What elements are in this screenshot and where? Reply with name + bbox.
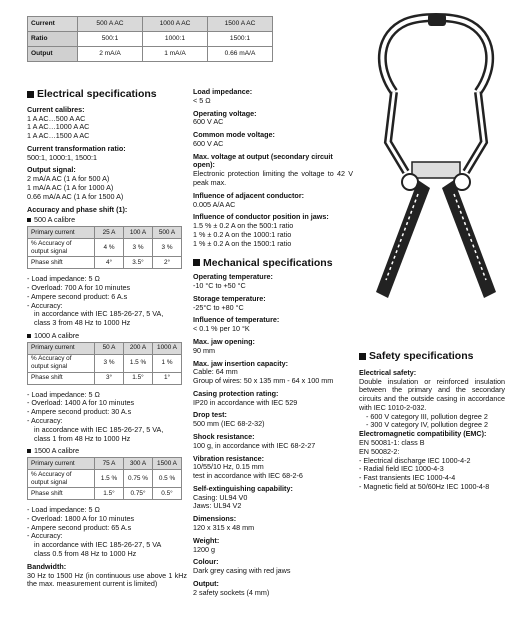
table-cell: 1° [153, 372, 182, 384]
field-label: Operating temperature: [193, 272, 273, 282]
field-label: Storage temperature: [193, 293, 266, 303]
field-value: - Radial field IEC 1000-4-3 [359, 464, 444, 474]
field-value: 100 g, in accordance with IEC 68-2-27 [193, 440, 316, 450]
field-label: Current transformation ratio: [27, 143, 126, 153]
row-label: Current [28, 17, 78, 32]
field-label: Vibration resistance: [193, 453, 264, 463]
calibre-notes: - Load impedance: 5 Ω - Overload: 700 A for 10 minutes - Ampere second product: 6 A.s - Accuracy: in accordance with IEC 185-26-27, 5 VA, class 3 from 48 Hz to 1000 Hz [27, 274, 164, 328]
table-cell: 1 mA/A [143, 47, 208, 62]
field-value: 1200 g [193, 544, 215, 554]
mechanical-item [193, 411, 353, 429]
spec-summary-table [27, 16, 273, 62]
field-value: Casing: UL94 V0 [193, 492, 248, 502]
field-value: 120 x 315 x 48 mm [193, 523, 255, 533]
calibre-500-table [27, 226, 182, 269]
mechanical-item [193, 433, 353, 451]
bullet-square-icon [359, 353, 366, 360]
table-header: Primary current [28, 227, 95, 239]
field-value: - 300 V category IV, pollution degree 2 [366, 420, 489, 430]
table-header: 1500 A [153, 458, 182, 470]
table-header: Primary current [28, 458, 95, 470]
field-label: Influence of temperature: [193, 315, 280, 325]
field-value: EN 50081-1: class B [359, 438, 425, 448]
field-label: Self-extinguishing capability: [193, 483, 293, 493]
field-value: Double insulation or reinforced insulation between the primary and the secondary circuits and the outside casing in accordance with IEC 1010-2-032. [359, 376, 505, 412]
table-header: 75 A [95, 458, 124, 470]
field-value: Dark grey casing with red jaws [193, 566, 291, 576]
table-header: 1000 A [153, 342, 182, 354]
field-value: 1 A AC…500 A AC [27, 113, 86, 123]
table-cell: 500 A AC [78, 17, 143, 32]
table-cell: 1500 A AC [208, 17, 273, 32]
table-cell: 3° [95, 372, 124, 384]
bullet-square-icon [27, 449, 31, 453]
table-cell: 1.5 % [95, 470, 124, 488]
section-heading: Mechanical specifications [193, 257, 353, 270]
table-cell: 1.5° [124, 372, 153, 384]
field-label: Load impedance: [193, 87, 253, 96]
field-label: Current calibres: [27, 104, 85, 114]
field-value: 90 mm [193, 345, 215, 355]
table-header: 200 A [124, 342, 153, 354]
field-value: 2 mA/A AC (1 A for 500 A) [27, 174, 110, 184]
mechanical-item [193, 338, 353, 356]
field-value: Group of wires: 50 x 135 mm - 64 x 100 mm [193, 376, 334, 386]
table-cell: Phase shift [28, 257, 95, 269]
table-cell: 2° [153, 257, 182, 269]
mechanical-item [193, 537, 353, 555]
calibre-title: 1000 A calibre [34, 330, 80, 340]
table-cell: 0.66 mA/A [208, 47, 273, 62]
mechanical-item [193, 580, 353, 598]
field-value: < 0.1 % per 10 °K [193, 324, 250, 334]
mechanical-item [193, 273, 353, 291]
mechanical-item [193, 390, 353, 408]
calibre-1500-table [27, 457, 182, 500]
field-label: Output: [193, 578, 219, 588]
table-header: 300 A [124, 458, 153, 470]
table-cell: % Accuracy of output signal [28, 239, 95, 257]
field-label: Max. jaw opening: [193, 336, 255, 346]
table-cell: 1.5° [95, 488, 124, 500]
bullet-square-icon [193, 259, 200, 266]
section-heading: Electrical specifications [27, 88, 187, 101]
field-label: Bandwidth: [27, 561, 67, 571]
field-value: 600 V AC [193, 138, 224, 148]
calibre-notes: - Load impedance: 5 Ω - Overload: 1800 A for 10 minutes - Ampere second product: 65 A.s - Accuracy: in accordance with IEC 185-26-27, 5 VA class 0.5 from 48 Hz to 1000 Hz [27, 505, 162, 559]
mechanical-item [193, 455, 353, 481]
field-value: -10 °C to +50 °C [193, 281, 246, 291]
table-cell: 0.5° [153, 488, 182, 500]
mechanical-item [193, 485, 353, 511]
field-value: 1.5 % ± 0.2 A on the 500:1 ratio [193, 221, 294, 231]
table-cell: 1000 A AC [143, 17, 208, 32]
field-label: Influence of conductor position in jaws: [193, 212, 329, 222]
field-value: - Fast transients IEC 1000-4-4 [359, 473, 456, 483]
field-value: test in accordance with IEC 68-2-6 [193, 471, 303, 481]
table-cell: 1 % [153, 354, 182, 372]
field-label: Accuracy and phase shift (1): [27, 204, 128, 214]
mechanical-item [193, 295, 353, 313]
field-label: Max. jaw insertion capacity: [193, 358, 289, 368]
field-value: 600 V AC [193, 117, 224, 127]
bullet-square-icon [27, 218, 31, 222]
table-cell: 2 mA/A [78, 47, 143, 62]
table-cell: Phase shift [28, 488, 95, 500]
table-cell: % Accuracy of output signal [28, 354, 95, 372]
table-cell: % Accuracy of output signal [28, 470, 95, 488]
field-value: Jaws: UL94 V2 [193, 501, 242, 511]
safety-column [359, 350, 505, 492]
field-value: 1 A AC…1500 A AC [27, 131, 90, 141]
field-value: 1 % ± 0.2 A on the 1500:1 ratio [193, 238, 292, 248]
field-value: 1 % ± 0.2 A on the 1000:1 ratio [193, 229, 292, 239]
field-value: 1 mA/A AC (1 A for 1000 A) [27, 183, 114, 193]
field-value: 2 safety sockets (4 mm) [193, 587, 270, 597]
table-cell: 4° [95, 257, 124, 269]
field-label: Electromagnetic compatibility (EMC): [359, 429, 487, 439]
field-value: 500:1, 1000:1, 1500:1 [27, 152, 97, 162]
table-cell: 500:1 [78, 32, 143, 47]
table-header: Primary current [28, 342, 95, 354]
field-value: < 5 Ω [193, 95, 211, 105]
field-label: Operating voltage: [193, 108, 257, 118]
table-cell: 3 % [153, 239, 182, 257]
field-label: Dimensions: [193, 514, 237, 524]
table-header: 50 A [95, 342, 124, 354]
table-cell: 0.5 % [153, 470, 182, 488]
field-label: Casing protection rating: [193, 388, 279, 398]
mechanical-item [193, 316, 353, 334]
calibre-title: 1500 A calibre [34, 446, 80, 456]
mechanical-item [193, 558, 353, 576]
field-value: 10/55/10 Hz, 0.15 mm [193, 462, 264, 472]
table-header: 25 A [95, 227, 124, 239]
field-value: 1 A AC…1000 A AC [27, 122, 90, 132]
middle-column [193, 88, 353, 598]
field-value: -25°C to +80 °C [193, 302, 244, 312]
table-cell: 0.75° [124, 488, 153, 500]
field-value: - Magnetic field at 50/60Hz IEC 1000-4-8 [359, 481, 490, 491]
section-heading: Safety specifications [359, 350, 505, 363]
calibre-1000-table [27, 342, 182, 385]
field-label: Electrical safety: [359, 367, 417, 377]
field-label: Drop test: [193, 410, 227, 420]
bullet-square-icon [27, 334, 31, 338]
field-value: 0.66 mA/A AC (1 A for 1500 A) [27, 191, 124, 201]
field-label: Common mode voltage: [193, 130, 275, 140]
mechanical-item [193, 360, 353, 386]
table-cell: 3 % [124, 239, 153, 257]
electrical-column [27, 88, 187, 589]
field-value: EN 50082-2: [359, 446, 400, 456]
calibre-notes: - Load impedance: 5 Ω - Overload: 1400 A for 10 minutes - Ampere second product: 30 A.s - Accuracy: in accordance with IEC 185-26-27, 5 VA, class 1 from 48 Hz to 1000 Hz [27, 389, 164, 443]
field-value: 30 Hz to 1500 Hz (in continuous use above 1 kHz the max. measurement current is limited) [27, 570, 187, 589]
field-label: Max. voltage at output (secondary circuit open): [193, 151, 333, 170]
table-cell: 3.5° [124, 257, 153, 269]
field-label: Shock resistance: [193, 432, 255, 442]
table-cell: 1500:1 [208, 32, 273, 47]
field-value: - Electrical discharge IEC 1000-4-2 [359, 455, 471, 465]
table-cell: 0.75 % [124, 470, 153, 488]
row-label: Ratio [28, 32, 78, 47]
table-cell: 1.5 % [124, 354, 153, 372]
mechanical-list [193, 273, 353, 597]
mechanical-item [193, 515, 353, 533]
field-value: 500 mm (IEC 68-2-32) [193, 419, 265, 429]
field-value: IP20 in accordance with IEC 529 [193, 397, 298, 407]
table-header: 500 A [153, 227, 182, 239]
table-header: 100 A [124, 227, 153, 239]
table-cell: Phase shift [28, 372, 95, 384]
row-label: Output [28, 47, 78, 62]
field-label: Output signal: [27, 165, 76, 175]
table-cell: 4 % [95, 239, 124, 257]
table-cell: 3 % [95, 354, 124, 372]
field-value: - 600 V category III, pollution degree 2 [366, 411, 488, 421]
calibre-title: 500 A calibre [34, 215, 76, 225]
field-value: 0.005 A/A AC [193, 199, 236, 209]
table-cell: 1000:1 [143, 32, 208, 47]
field-label: Influence of adjacent conductor: [193, 190, 305, 200]
field-label: Colour: [193, 557, 219, 567]
current-clamp-image [366, 12, 506, 304]
field-value: Cable: 64 mm [193, 367, 238, 377]
field-value: Electronic protection limiting the voltage to 42 V peak max. [193, 169, 353, 188]
bullet-square-icon [27, 91, 34, 98]
field-label: Weight: [193, 535, 220, 545]
